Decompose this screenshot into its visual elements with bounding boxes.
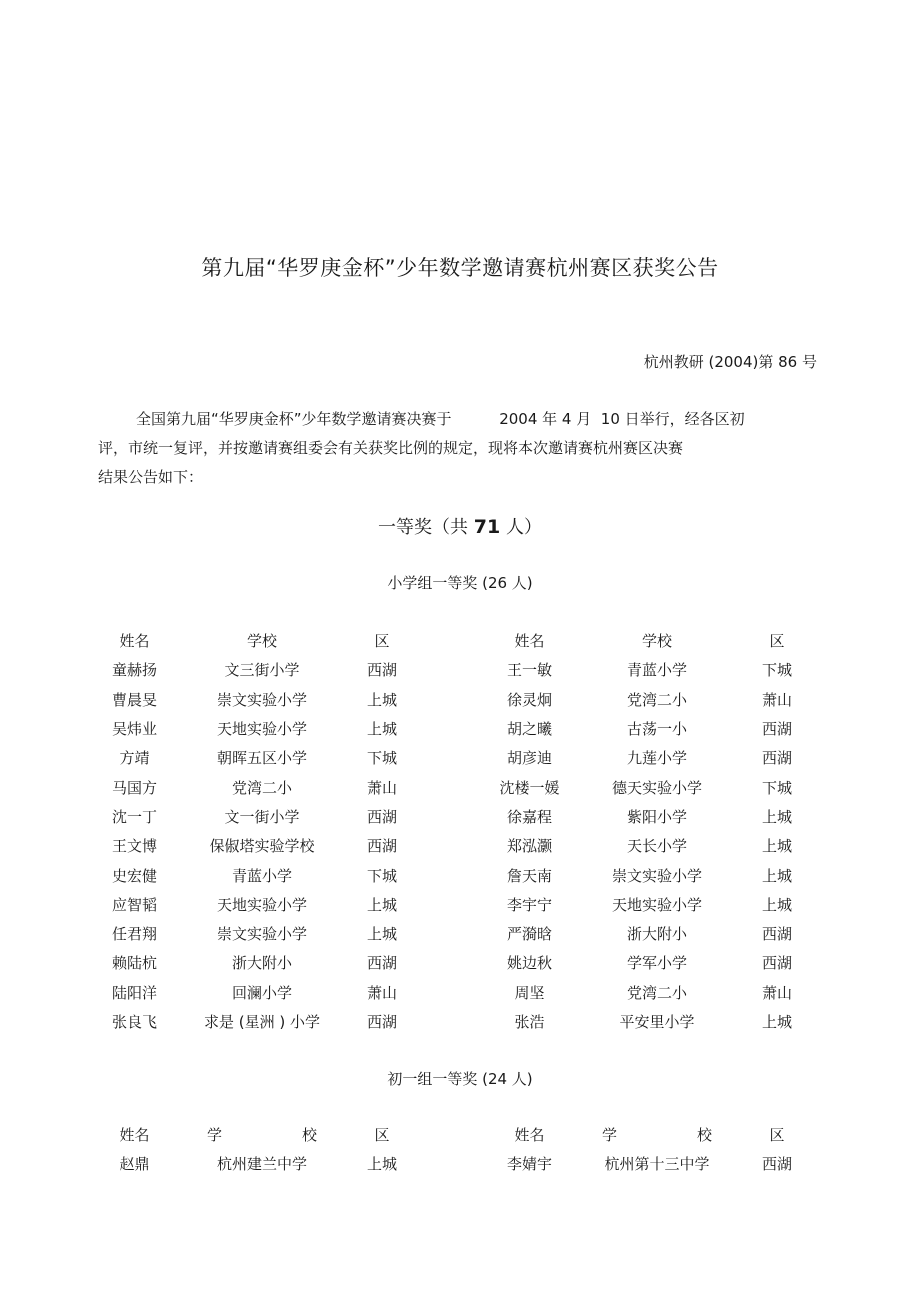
student-name: 陆阳洋 [111, 983, 157, 1002]
header-school-char-2: 校 [697, 1126, 713, 1145]
student-name: 沈楼一媛 [499, 778, 560, 797]
district: 西湖 [761, 1155, 792, 1174]
school-name: 党湾二小 [626, 983, 687, 1002]
header-school [177, 1120, 347, 1149]
student-name: 郑泓灏 [506, 837, 552, 856]
district: 西湖 [761, 749, 792, 768]
district: 萧山 [366, 778, 397, 797]
district: 上城 [366, 895, 397, 914]
header-district: 区 [769, 632, 785, 651]
school-name: 天地实验小学 [216, 720, 307, 739]
school-name: 天长小学 [626, 837, 687, 856]
table-row [92, 743, 812, 772]
header-district: 区 [374, 1126, 390, 1145]
header-school [572, 1120, 742, 1149]
school-name: 求是 (星洲 ) 小学 [203, 1013, 320, 1031]
intro-line-2: 评，市统一复评，并按邀请赛组委会有关获奖比例的规定，现将本次邀请赛杭州赛区决赛 [98, 439, 684, 457]
school-name: 古荡一小 [626, 720, 687, 739]
district: 下城 [366, 866, 397, 885]
student-name: 周坚 [514, 983, 545, 1002]
student-name: 张良飞 [111, 1013, 157, 1031]
school-name: 九莲小学 [626, 749, 687, 768]
student-name: 徐嘉程 [506, 807, 552, 826]
student-name: 马国方 [111, 778, 157, 797]
school-name: 浙大附小 [626, 925, 687, 944]
district: 上城 [761, 1013, 792, 1031]
primary-group-table [92, 626, 812, 1036]
header-name: 姓名 [119, 632, 150, 651]
table-row [92, 978, 812, 1007]
header-school-char-2: 校 [302, 1126, 318, 1145]
district: 下城 [761, 661, 792, 680]
student-name: 王一敏 [506, 661, 552, 680]
district: 西湖 [761, 954, 792, 973]
student-name: 史宏健 [111, 866, 157, 885]
district: 上城 [366, 690, 397, 709]
district: 萧山 [761, 690, 792, 709]
student-name: 曹晨旻 [111, 690, 157, 709]
school-name: 学军小学 [626, 954, 687, 973]
school-name: 崇文实验小学 [216, 690, 307, 709]
district: 西湖 [366, 807, 397, 826]
student-name: 赵鼎 [119, 1155, 150, 1174]
first-prize-prefix: 一等奖（共 [378, 517, 469, 538]
district: 上城 [761, 807, 792, 826]
table-row [92, 948, 812, 977]
school-name: 崇文实验小学 [611, 866, 702, 885]
intro-paragraph [98, 405, 813, 492]
table-row [92, 714, 812, 743]
document-number: 杭州教研 (2004)第 86 号 [643, 353, 817, 371]
school-name: 回澜小学 [231, 983, 292, 1002]
district: 西湖 [366, 954, 397, 973]
table-row [92, 802, 812, 831]
district: 上城 [761, 866, 792, 885]
student-name: 徐灵炯 [506, 690, 552, 709]
table-row [92, 919, 812, 948]
table-row [92, 831, 812, 860]
junior-group-table [92, 1120, 812, 1179]
first-prize-suffix: 人） [505, 517, 542, 538]
student-name: 赖陆杭 [111, 954, 157, 973]
table-row [92, 1149, 812, 1178]
header-school-char-1: 学 [601, 1126, 617, 1145]
school-name: 党湾二小 [626, 690, 687, 709]
student-name: 詹天南 [506, 866, 552, 885]
table-header-row [92, 626, 812, 655]
school-name: 天地实验小学 [611, 895, 702, 914]
junior-group-heading: 初一组一等奖 (24 人) [387, 1070, 533, 1088]
header-name: 姓名 [514, 1126, 545, 1145]
district: 西湖 [366, 837, 397, 856]
district: 下城 [761, 778, 792, 797]
student-name: 吴炜业 [111, 720, 157, 739]
school-name: 党湾二小 [231, 778, 292, 797]
district: 西湖 [761, 720, 792, 739]
primary-group-heading: 小学组一等奖 (26 人) [387, 574, 533, 592]
school-name: 青蓝小学 [626, 661, 687, 680]
intro-line-3: 结果公告如下： [98, 468, 204, 486]
header-school: 学校 [641, 632, 672, 651]
school-name: 文一街小学 [224, 807, 300, 826]
student-name: 王文博 [111, 837, 157, 856]
student-name: 姚边秋 [506, 954, 552, 973]
school-name: 保俶塔实验学校 [209, 837, 315, 856]
table-header-row [92, 1120, 812, 1149]
school-name: 天地实验小学 [216, 895, 307, 914]
school-name: 浙大附小 [231, 954, 292, 973]
table-row [92, 655, 812, 684]
table-row [92, 1007, 812, 1036]
student-name: 方靖 [119, 749, 150, 768]
district: 西湖 [366, 661, 397, 680]
student-name: 胡彦迪 [506, 749, 552, 768]
district: 西湖 [366, 1013, 397, 1031]
district: 上城 [366, 1155, 397, 1174]
first-prize-heading [0, 513, 920, 539]
student-name: 胡之曦 [506, 720, 552, 739]
district: 上城 [366, 720, 397, 739]
student-name: 应智韬 [111, 895, 157, 914]
district: 下城 [366, 749, 397, 768]
table-row [92, 772, 812, 801]
district: 上城 [761, 895, 792, 914]
student-name: 童赫扬 [111, 661, 157, 680]
school-name: 紫阳小学 [626, 807, 687, 826]
header-name: 姓名 [119, 1126, 150, 1145]
school-name: 平安里小学 [619, 1013, 695, 1031]
header-school-char-1: 学 [206, 1126, 222, 1145]
student-name: 任君翔 [111, 925, 157, 944]
student-name: 李婧宇 [506, 1155, 552, 1174]
school-name: 文三街小学 [224, 661, 300, 680]
district: 上城 [366, 925, 397, 944]
school-name: 崇文实验小学 [216, 925, 307, 944]
district: 萧山 [761, 983, 792, 1002]
student-name: 张浩 [514, 1013, 545, 1031]
table-row [92, 890, 812, 919]
student-name: 李宇宁 [506, 895, 552, 914]
district: 萧山 [366, 983, 397, 1002]
school-name: 杭州建兰中学 [216, 1155, 307, 1174]
first-prize-count: 71 [473, 516, 501, 538]
student-name: 沈一丁 [111, 807, 157, 826]
header-district: 区 [374, 632, 390, 651]
school-name: 德天实验小学 [611, 778, 702, 797]
table-row [92, 860, 812, 889]
intro-line-1: 全国第九届“华罗庚金杯”少年数学邀请赛决赛于 2004 年 4 月 10 日举行，经各区初 [136, 410, 745, 428]
header-name: 姓名 [514, 632, 545, 651]
district: 上城 [761, 837, 792, 856]
document-title: 第九届“华罗庚金杯”少年数学邀请赛杭州赛区获奖公告 [201, 256, 719, 280]
header-district: 区 [769, 1126, 785, 1145]
school-name: 朝晖五区小学 [216, 749, 307, 768]
school-name: 青蓝小学 [231, 866, 292, 885]
student-name: 严漪晗 [506, 925, 552, 944]
table-row [92, 685, 812, 714]
district: 西湖 [761, 925, 792, 944]
school-name: 杭州第十三中学 [604, 1155, 710, 1174]
header-school: 学校 [246, 632, 277, 651]
